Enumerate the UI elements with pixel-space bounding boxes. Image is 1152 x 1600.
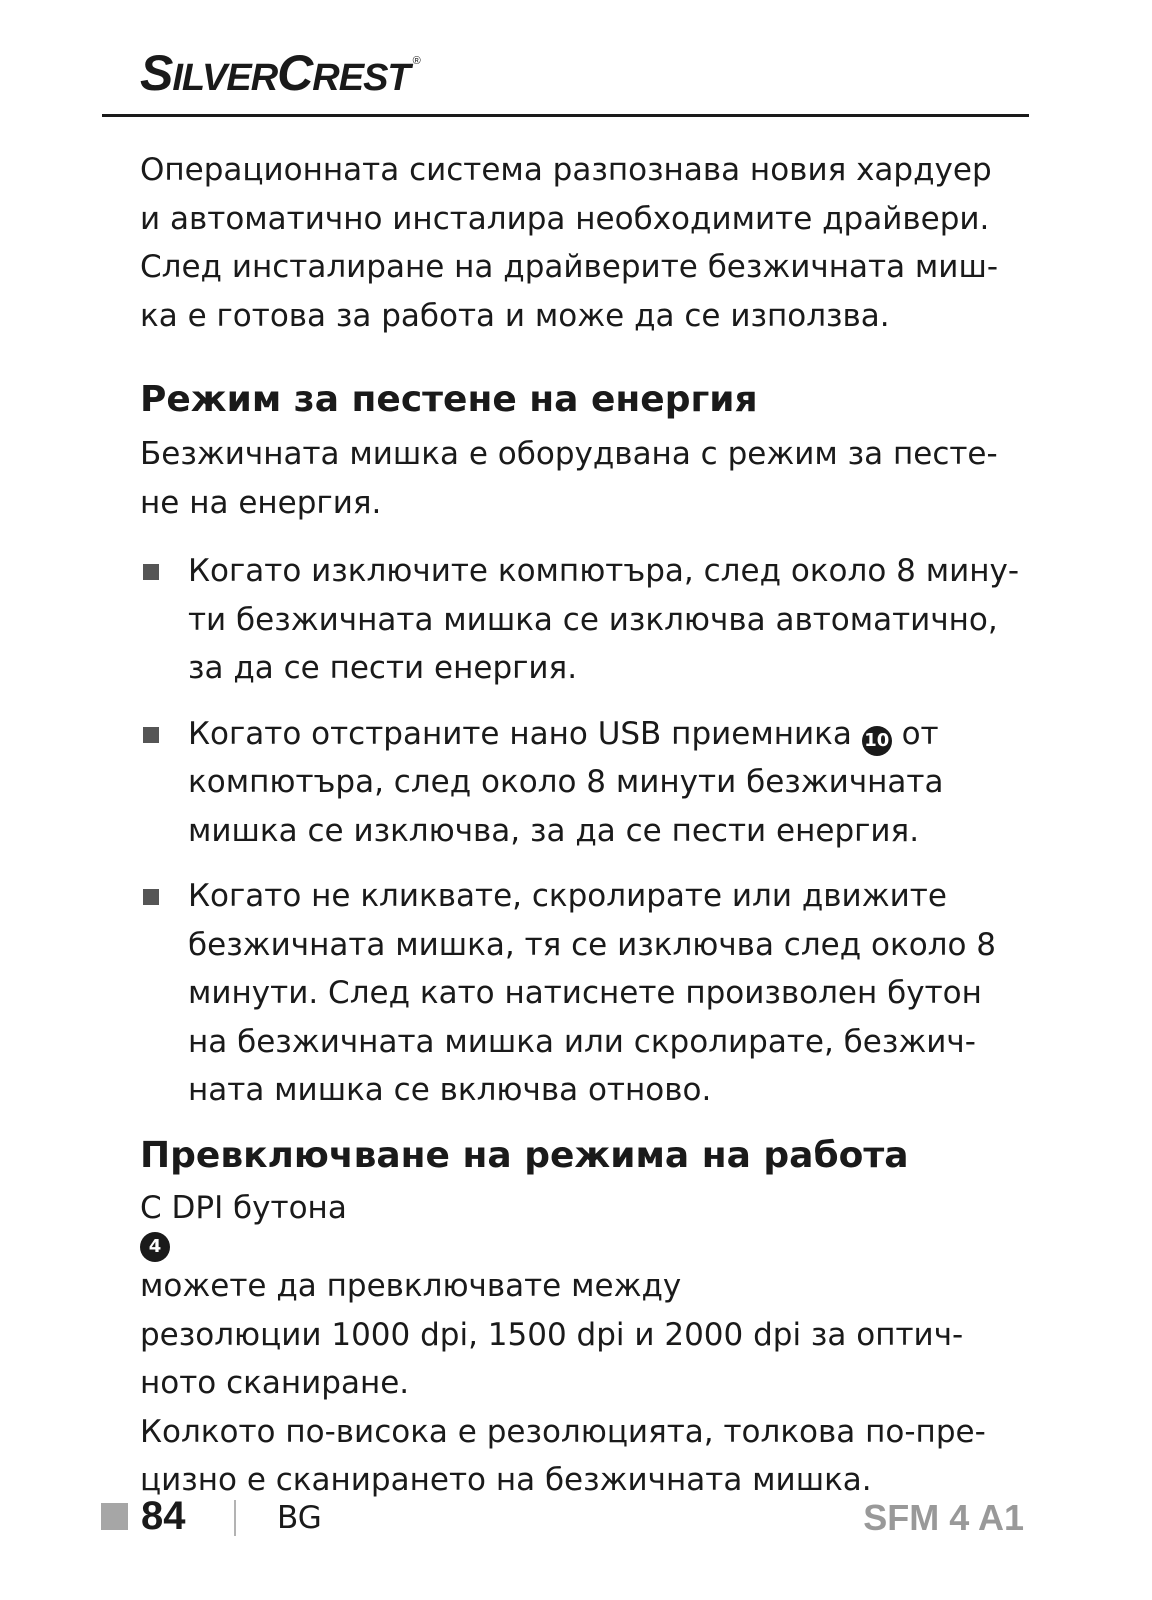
text-line: и автоматично инсталира необходимите драйвери. [140,200,990,237]
brand-logo-letter: C [277,45,313,101]
text-line: Когато изключите компютъра, след около 8 мину- [188,553,1020,589]
text-line: безжичната мишка, тя се изключва след около 8 [188,926,997,963]
energy-bullet-list [140,547,1020,1115]
text-segment: от [901,715,939,752]
footer-divider [234,1500,236,1536]
text-line: на безжичната мишка или скролирате, безжич- [188,1023,976,1060]
model-number: SFM 4 A1 [863,1497,1024,1538]
brand-logo-letter: S [140,45,173,101]
brand-logo-text: REST [312,57,410,99]
text-line: цизно е сканирането на безжичната мишка. [140,1462,872,1498]
intro-paragraph [140,146,1020,340]
part-number-10-icon: 10 [862,726,892,756]
list-item [140,872,1020,1115]
part-number-4-icon: 4 [140,1232,170,1262]
text-segment: Когато отстраните нано USB приемника [188,715,852,752]
page-content [140,146,1020,1505]
header-rule [102,114,1029,117]
text-line: ти безжичната мишка се изключва автоматично, [188,601,998,638]
square-bullet-icon [143,889,159,905]
brand-logo-text: ILVER [172,57,278,99]
text-line: След инсталиране на драйверите безжичната миш- [140,249,999,285]
mode-paragraph [140,1184,1020,1408]
registered-mark: ® [412,55,420,67]
text-line: Безжичната мишка е оборудвана с режим за песте- [140,436,998,472]
text-line: ка е готова за работа и може да се използва. [140,297,890,334]
text-line: резолюции 1000 dpi, 1500 dpi и 2000 dpi за оптич- [140,1316,964,1353]
text-line: минути. След като натиснете произволен бутон [188,975,982,1011]
text-line: Колкото по-висока е резолюцията, толкова по-пре- [140,1413,986,1450]
text-line: мишка се изключва, за да се пести енергия. [188,812,920,849]
text-line: компютъра, след около 8 минути безжичната [188,764,944,800]
text-line: Операционната система разпознава новия хардуер [140,152,992,188]
square-bullet-icon [143,564,159,580]
text-line: за да се пести енергия. [188,650,578,686]
section-heading-energy-saving: Режим за пестене на енергия [140,379,758,420]
text-line: Когато не кликвате, скролирате или движите [188,878,947,914]
language-code: BG [277,1500,322,1536]
page-number: 84 [141,1494,186,1538]
resolution-paragraph [140,1408,1020,1505]
section-heading-operating-mode: Превключване на режима на работа [140,1134,909,1176]
footer-square-marker [101,1503,128,1530]
text-line: ната мишка се включва отново. [188,1072,712,1108]
text-line [188,710,1020,759]
text-segment: С DPI бутона [140,1189,347,1226]
brand-logo [140,44,420,102]
text-line: не на енергия. [140,484,382,521]
text-segment: можете да превключвате между [140,1268,682,1304]
list-item [140,547,1020,693]
square-bullet-icon [143,727,159,743]
text-line [140,1184,1020,1311]
list-item [140,710,1020,856]
text-line: ното сканиране. [140,1365,410,1401]
energy-paragraph [140,430,1020,527]
